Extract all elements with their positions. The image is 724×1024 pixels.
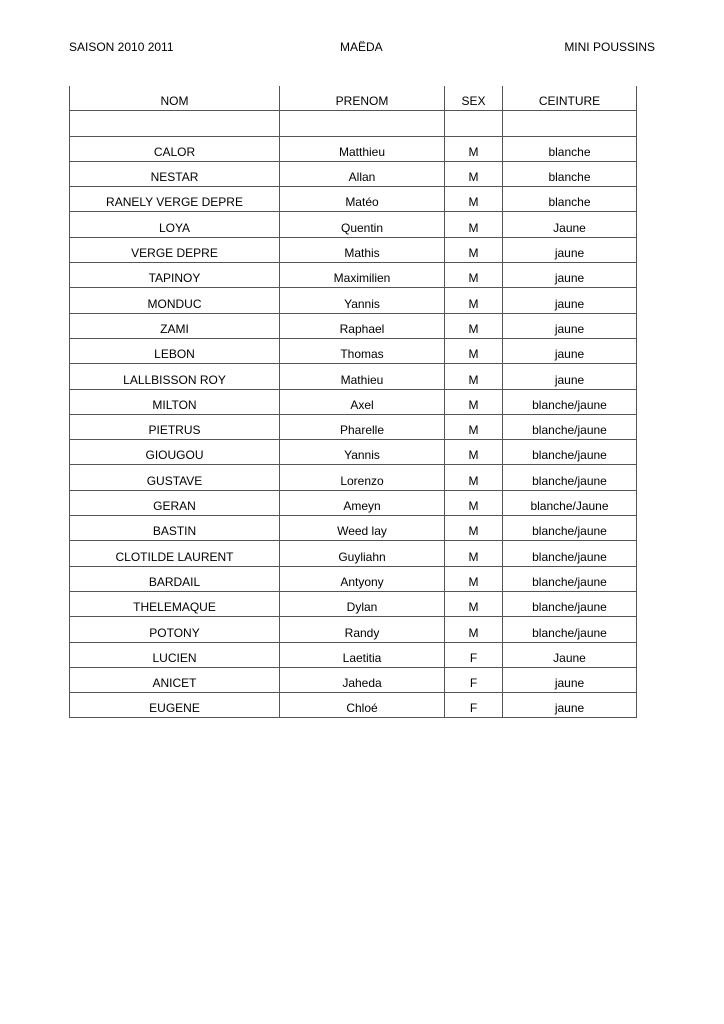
table-row <box>70 642 637 667</box>
cell-prenom: Pharelle <box>280 414 445 439</box>
cell-prenom: Weed lay <box>280 516 445 541</box>
cell-prenom: Jaheda <box>280 667 445 692</box>
cell-prenom: Matthieu <box>280 136 445 161</box>
cell-prenom: Laetitia <box>280 642 445 667</box>
table-row <box>70 667 637 692</box>
cell-nom: GUSTAVE <box>70 465 280 490</box>
cell-prenom: Thomas <box>280 338 445 363</box>
cell-nom <box>70 111 280 136</box>
cell-prenom: Yannis <box>280 288 445 313</box>
table-header <box>70 86 637 111</box>
cell-ceinture: jaune <box>503 364 637 389</box>
cell-nom: MILTON <box>70 389 280 414</box>
cell-ceinture: blanche/jaune <box>503 591 637 616</box>
cell-nom: LUCIEN <box>70 642 280 667</box>
column-header-ceinture: CEINTURE <box>503 86 637 111</box>
cell-nom: BARDAIL <box>70 566 280 591</box>
table-row <box>70 136 637 161</box>
table-row <box>70 541 637 566</box>
cell-prenom: Maximilien <box>280 263 445 288</box>
table-row <box>70 212 637 237</box>
cell-prenom: Randy <box>280 617 445 642</box>
cell-ceinture: jaune <box>503 288 637 313</box>
cell-sex: M <box>445 364 503 389</box>
table-row <box>70 364 637 389</box>
cell-ceinture: jaune <box>503 263 637 288</box>
table-row <box>70 617 637 642</box>
cell-ceinture: blanche <box>503 187 637 212</box>
cell-prenom: Axel <box>280 389 445 414</box>
column-header-sex: SEX <box>445 86 503 111</box>
cell-sex: M <box>445 288 503 313</box>
cell-sex: M <box>445 237 503 262</box>
table-row <box>70 111 637 136</box>
cell-ceinture <box>503 111 637 136</box>
cell-sex: M <box>445 338 503 363</box>
cell-sex: M <box>445 313 503 338</box>
cell-nom: VERGE DEPRE <box>70 237 280 262</box>
cell-sex: M <box>445 389 503 414</box>
table-row <box>70 440 637 465</box>
cell-nom: GERAN <box>70 490 280 515</box>
table-row <box>70 566 637 591</box>
cell-nom: EUGENE <box>70 693 280 718</box>
cell-sex: M <box>445 465 503 490</box>
table-body <box>70 111 637 718</box>
cell-nom: NESTAR <box>70 161 280 186</box>
cell-prenom: Mathieu <box>280 364 445 389</box>
cell-sex: M <box>445 136 503 161</box>
cell-prenom: Yannis <box>280 440 445 465</box>
table-row <box>70 161 637 186</box>
cell-prenom: Dylan <box>280 591 445 616</box>
club-name: MAËDA <box>340 40 383 54</box>
cell-sex: M <box>445 161 503 186</box>
cell-sex: M <box>445 617 503 642</box>
cell-sex: M <box>445 212 503 237</box>
cell-sex <box>445 111 503 136</box>
cell-prenom: Antyony <box>280 566 445 591</box>
cell-sex: M <box>445 516 503 541</box>
column-header-prenom: PRENOM <box>280 86 445 111</box>
cell-ceinture: blanche <box>503 136 637 161</box>
cell-ceinture: jaune <box>503 237 637 262</box>
table-row <box>70 338 637 363</box>
cell-prenom: Matéo <box>280 187 445 212</box>
season-label: SAISON 2010 2011 <box>69 40 174 54</box>
cell-sex: M <box>445 566 503 591</box>
cell-nom: LALLBISSON ROY <box>70 364 280 389</box>
cell-prenom: Guyliahn <box>280 541 445 566</box>
cell-sex: F <box>445 667 503 692</box>
cell-prenom: Mathis <box>280 237 445 262</box>
cell-ceinture: blanche/jaune <box>503 414 637 439</box>
table-row <box>70 313 637 338</box>
cell-sex: M <box>445 440 503 465</box>
table-row <box>70 187 637 212</box>
category-label: MINI POUSSINS <box>564 40 655 54</box>
table-row <box>70 288 637 313</box>
table-row <box>70 516 637 541</box>
cell-nom: POTONY <box>70 617 280 642</box>
table-row <box>70 490 637 515</box>
cell-nom: THELEMAQUE <box>70 591 280 616</box>
cell-ceinture: jaune <box>503 693 637 718</box>
cell-prenom: Ameyn <box>280 490 445 515</box>
cell-prenom <box>280 111 445 136</box>
cell-ceinture: blanche/jaune <box>503 465 637 490</box>
cell-prenom: Lorenzo <box>280 465 445 490</box>
cell-sex: M <box>445 187 503 212</box>
cell-nom: CLOTILDE LAURENT <box>70 541 280 566</box>
cell-nom: PIETRUS <box>70 414 280 439</box>
cell-ceinture: jaune <box>503 338 637 363</box>
cell-nom: ZAMI <box>70 313 280 338</box>
cell-sex: F <box>445 642 503 667</box>
cell-ceinture: blanche/Jaune <box>503 490 637 515</box>
cell-nom: BASTIN <box>70 516 280 541</box>
roster-table <box>69 86 637 718</box>
page-header <box>69 40 655 56</box>
cell-ceinture: Jaune <box>503 642 637 667</box>
cell-sex: M <box>445 490 503 515</box>
cell-nom: GIOUGOU <box>70 440 280 465</box>
cell-prenom: Chloé <box>280 693 445 718</box>
cell-nom: ANICET <box>70 667 280 692</box>
table-row <box>70 237 637 262</box>
cell-prenom: Quentin <box>280 212 445 237</box>
cell-sex: M <box>445 591 503 616</box>
cell-prenom: Allan <box>280 161 445 186</box>
cell-sex: M <box>445 541 503 566</box>
cell-ceinture: blanche/jaune <box>503 389 637 414</box>
cell-nom: TAPINOY <box>70 263 280 288</box>
cell-ceinture: blanche/jaune <box>503 617 637 642</box>
table-row <box>70 263 637 288</box>
cell-nom: LEBON <box>70 338 280 363</box>
header-row <box>70 86 637 111</box>
cell-ceinture: blanche/jaune <box>503 566 637 591</box>
cell-nom: RANELY VERGE DEPRE <box>70 187 280 212</box>
table-row <box>70 693 637 718</box>
cell-nom: CALOR <box>70 136 280 161</box>
cell-ceinture: blanche/jaune <box>503 440 637 465</box>
table-row <box>70 414 637 439</box>
cell-prenom: Raphael <box>280 313 445 338</box>
table-row <box>70 591 637 616</box>
cell-sex: M <box>445 414 503 439</box>
cell-ceinture: blanche <box>503 161 637 186</box>
cell-nom: MONDUC <box>70 288 280 313</box>
cell-ceinture: Jaune <box>503 212 637 237</box>
cell-sex: F <box>445 693 503 718</box>
cell-ceinture: blanche/jaune <box>503 541 637 566</box>
table-row <box>70 389 637 414</box>
cell-ceinture: blanche/jaune <box>503 516 637 541</box>
cell-ceinture: jaune <box>503 667 637 692</box>
cell-nom: LOYA <box>70 212 280 237</box>
cell-ceinture: jaune <box>503 313 637 338</box>
cell-sex: M <box>445 263 503 288</box>
column-header-nom: NOM <box>70 86 280 111</box>
table-row <box>70 465 637 490</box>
